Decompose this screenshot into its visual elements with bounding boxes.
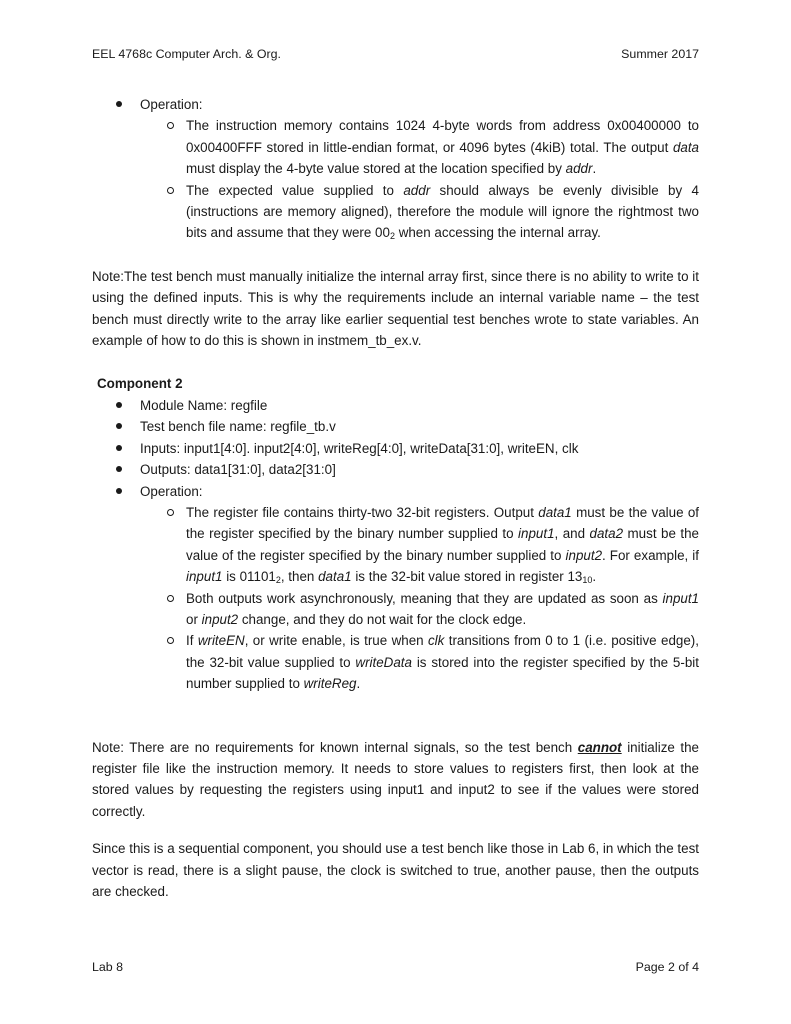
circle-bullet-icon	[167, 595, 174, 602]
course-title: EEL 4768c Computer Arch. & Org.	[92, 47, 281, 61]
outputs-bullet: Outputs: data1[31:0], data2[31:0]	[92, 459, 699, 480]
closing-paragraph: Since this is a sequential component, you should use a test bench like those in Lab 6, in which the test vector is read, there is a slight pause, the clock is switched to true, another pause, then the outputs are checked.	[92, 841, 699, 899]
bullet-icon	[116, 466, 122, 472]
operation-item-1: The instruction memory contains 1024 4-byte words from address 0x00400000 to 0x00400FFF stored in little-endian format, or 4096 bytes (4kiB) total. The output data must display the 4-byte value stored at the location specified by addr.	[92, 115, 699, 179]
page-header	[92, 47, 699, 61]
circle-bullet-icon	[167, 187, 174, 194]
inputs-bullet: Inputs: input1[4:0]. input2[4:0], writeReg[4:0], writeData[31:0], writeEN, clk	[92, 438, 699, 459]
term-label: Summer 2017	[621, 47, 699, 61]
lab-label: Lab 8	[92, 960, 124, 974]
component-2-heading: Component 2	[97, 376, 183, 392]
circle-bullet-icon	[167, 509, 174, 516]
operation-bullet	[92, 94, 699, 115]
note-paragraph-1: Note:The test bench must manually initialize the internal array first, since there is no ability to write to it using the defined inputs. This is why the requirements include an internal variable name – the test bench must directly write to the array like earlier sequential test benches wrote to state variables. An example of how to do this is shown in instmem_tb_ex.v.	[92, 268, 699, 349]
page-footer	[92, 960, 699, 974]
testbench-bullet: Test bench file name: regfile_tb.v	[92, 416, 699, 437]
bullet-icon	[116, 445, 122, 451]
bullet-icon	[116, 423, 122, 429]
operation-label: Operation:	[140, 97, 203, 112]
regfile-operation-item-2: Both outputs work asynchronously, meaning that they are updated as soon as input1 or input2 change, and they do not wait for the clock edge.	[92, 588, 699, 631]
circle-bullet-icon	[167, 122, 174, 129]
module-name-bullet: Module Name: regfile	[92, 395, 699, 416]
circle-bullet-icon	[167, 637, 174, 644]
operation-item-2: The expected value supplied to addr should always be evenly divisible by 4 (instructions are memory aligned), therefore the module will ignore the rightmost two bits and assume that they were $00_2$ when accessing the internal array.	[92, 180, 699, 244]
bullet-icon	[116, 402, 122, 408]
regfile-operation-item-1: The register file contains thirty-two 32-bit registers. Output data1 must be the value of the register specified by the binary number supplied to input1, and data2 must be the value of the register specified by the binary number supplied to input2. For example, if input1 is $01101_2$, then data1 is the 32-bit value stored in register $13_{10}$.	[92, 502, 699, 588]
page-number: Page 2 of 4	[635, 960, 699, 974]
page-body	[92, 94, 699, 902]
note-paragraph-2: Note: There are no requirements for known internal signals, so the test bench cannot initialize the register file like the instruction memory. It needs to store values to registers first, then look at the stored values by requesting the registers using input1 and input2 to see if the values were stored correctly.	[92, 739, 699, 819]
bullet-icon	[116, 488, 122, 494]
operation-bullet-2: Operation:	[92, 481, 699, 502]
regfile-operation-item-3: If writeEN, or write enable, is true when clk transitions from 0 to 1 (i.e. positive edge), the 32-bit value supplied to writeData is stored into the register specified by the 5-bit number supplied to writeReg.	[92, 630, 699, 694]
bullet-icon	[116, 101, 122, 107]
